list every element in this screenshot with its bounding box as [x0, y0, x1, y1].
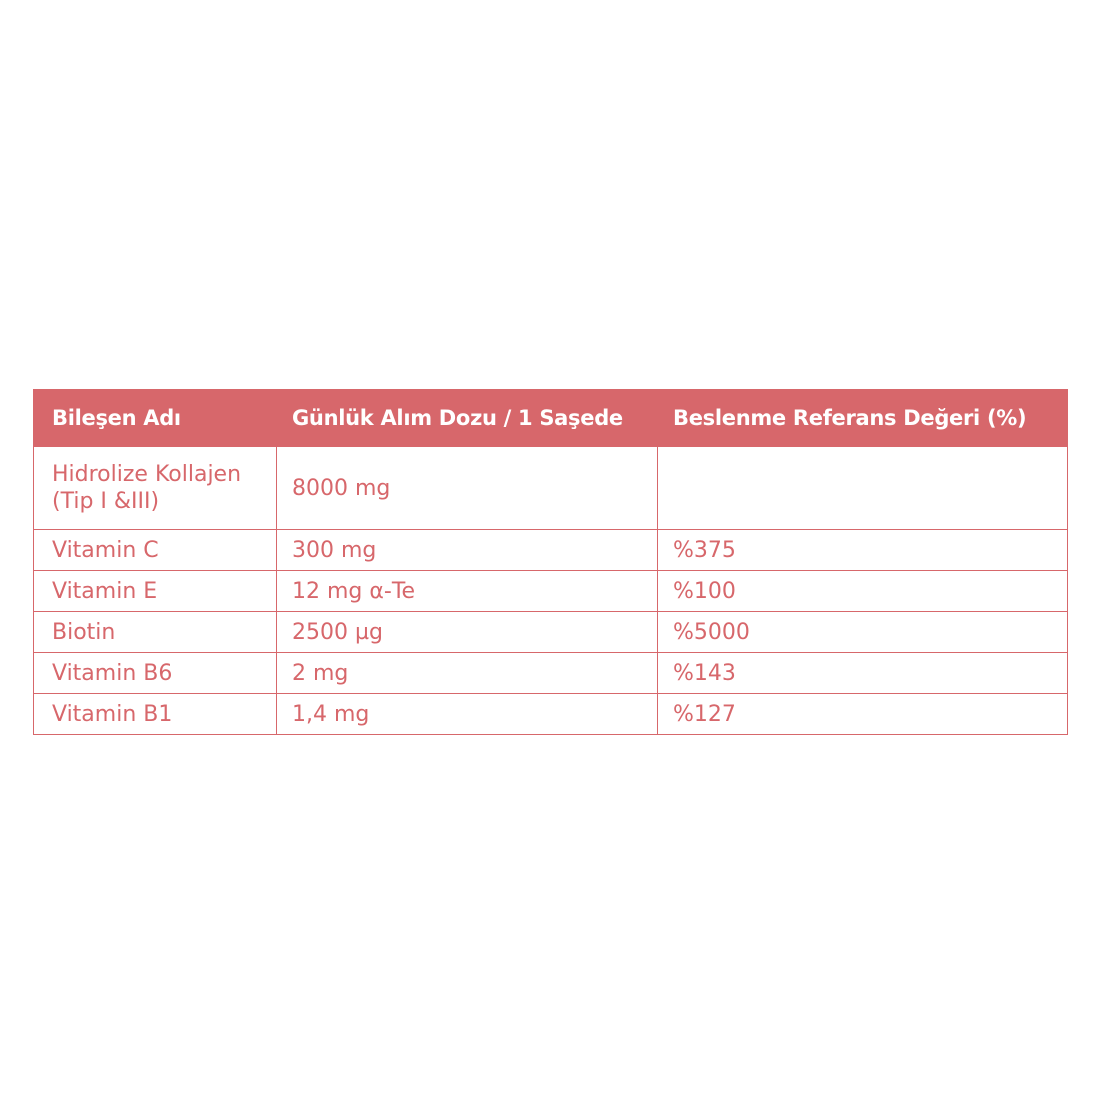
- table-row: [34, 571, 1068, 612]
- ingredient-name-cell: Vitamin E: [34, 571, 277, 612]
- header-row: [34, 390, 1068, 447]
- table-row: [34, 653, 1068, 694]
- reference-cell: %143: [658, 653, 1068, 694]
- table-row: [34, 447, 1068, 530]
- ingredient-name-cell: Vitamin B6: [34, 653, 277, 694]
- table-body: [34, 447, 1068, 735]
- nutrition-table: [33, 389, 1068, 735]
- table-row: [34, 694, 1068, 735]
- ingredient-name-cell: Vitamin B1: [34, 694, 277, 735]
- table-row: [34, 530, 1068, 571]
- reference-cell: %375: [658, 530, 1068, 571]
- reference-cell: %100: [658, 571, 1068, 612]
- ingredient-name-cell: Hidrolize Kollajen (Tip I &III): [34, 447, 277, 530]
- ingredient-name-cell: Vitamin C: [34, 530, 277, 571]
- table-row: [34, 612, 1068, 653]
- reference-cell: %127: [658, 694, 1068, 735]
- reference-cell: [658, 447, 1068, 530]
- reference-cell: %5000: [658, 612, 1068, 653]
- dose-cell: 1,4 mg: [277, 694, 658, 735]
- header-daily-dose: Günlük Alım Dozu / 1 Saşede: [277, 390, 658, 447]
- dose-cell: 2500 µg: [277, 612, 658, 653]
- dose-cell: 2 mg: [277, 653, 658, 694]
- header-reference-value: Beslenme Referans Değeri (%): [658, 390, 1068, 447]
- dose-cell: 12 mg α-Te: [277, 571, 658, 612]
- header-ingredient-name: Bileşen Adı: [34, 390, 277, 447]
- dose-cell: 300 mg: [277, 530, 658, 571]
- dose-cell: 8000 mg: [277, 447, 658, 530]
- ingredient-name-cell: Biotin: [34, 612, 277, 653]
- table-header: [34, 390, 1068, 447]
